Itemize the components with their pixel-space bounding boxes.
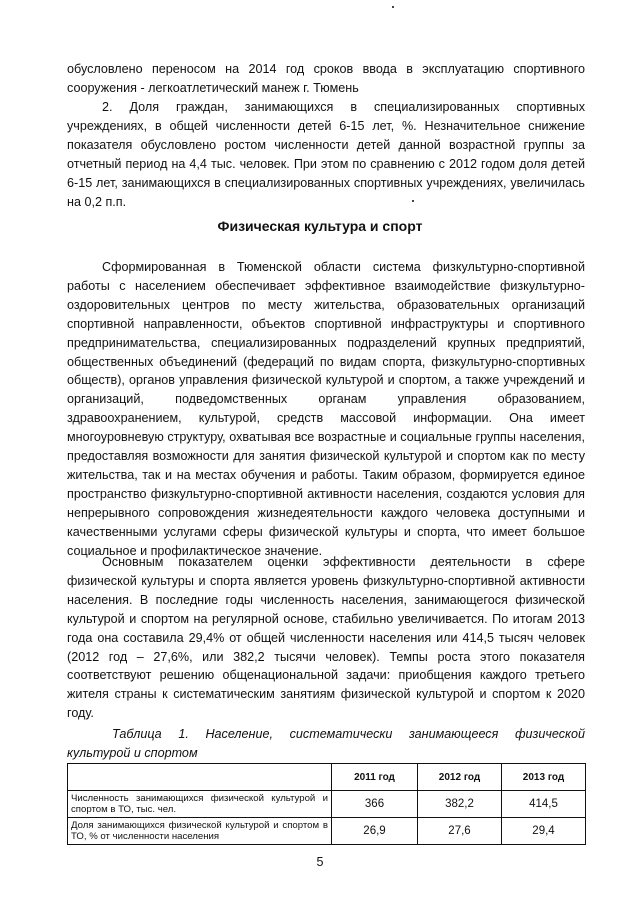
table-cell: 27,6 [418,818,502,845]
paragraph-4: Основным показателем оценки эффективности деятельности в сфере физической культуры и спорта является уровень физкультурно-спортивной активности населения. В последние годы численность населения, занимающегося физической культурой и спортом на регулярной основе, стабильно увеличивается. По итогам 2013 года она составила 29,4% от общей численности населения или 414,5 тысяч человек (2012 год – 27,6%, или 382,2 тысячи человек). Темпы роста этого показателя соответствуют решению общенациональной задачи: приобщения каждого третьего жителя страны к систематическим занятиям физической культурой и спортом к 2020 году. [67,555,585,721]
table-row-label: Численность занимающихся физической культурой и спортом в ТО, тыс. чел. [68,791,332,818]
paragraph-1: обусловлено переносом на 2014 год сроков ввода в эксплуатацию спортивного сооружения - легкоатлетический манеж г. Тюмень [67,62,585,95]
table-header-row [68,764,586,791]
table-cell: 26,9 [332,818,418,845]
table-caption-line1: Таблица 1. Население, систематически занимающееся физической [112,727,585,741]
population-table [67,763,586,845]
paragraph-3: Сформированная в Тюменской области система физкультурно-спортивной работы с населением обеспечивает эффективное взаимодействие физкультурно-оздоровительных центров по месту жительства, образовательных организаций спортивной направленности, объектов спортивной инфраструктуры и спортивного предпринимательства, специализированных подразделений крупных предприятий, общественных объединений (федераций по видам спорта, физкультурно-спортивных обществ), органов управления физической культурой и спортом, а также учреждений и организаций, подведомственных органам управления образованием, здравоохранением, культурой, средств массовой информации. Она имеет многоуровневую структуру, охватывая все возрастные и социальные группы населения, предоставляя возможности для занятия физической культурой и спортом как по месту жительства, так и на местах обучения и работы. Таким образом, формируется единое пространство физкультурно-спортивной активности населения, создаются условия для непрерывного сопровождения жизнедеятельности каждого человека доступными и качественными услугами сферы физической культуры и спорта, что имеет большое социальное и профилактическое значение. [67,260,585,558]
paragraph-2: 2. Доля граждан, занимающихся в специализированных спортивных учреждениях, в общей численности детей 6-15 лет, %. Незначительное снижение показателя обусловлено ростом численности детей данной возрастной группы за отчетный период на 4,4 тыс. человек. При этом по сравнению с 2012 годом доля детей 6-15 лет, занимающихся в специализированных спортивных учреждениях, увеличилась на 0,2 п.п. [67,100,585,209]
table-cell: 382,2 [418,791,502,818]
table-header-2013: 2013 год [502,764,586,791]
table-cell: 414,5 [502,791,586,818]
table-cell: 29,4 [502,818,586,845]
section-heading: Физическая культура и спорт [217,218,423,234]
table-header-empty [68,764,332,791]
table-row [68,818,586,845]
table-row [68,791,586,818]
table-row-label: Доля занимающихся физической культурой и спортом в ТО, % от численности населения [68,818,332,845]
table-cell: 366 [332,791,418,818]
scan-speck [392,6,394,8]
page-number: 5 [316,855,324,869]
table-caption-line2: культурой и спортом [67,745,198,760]
table-caption [67,725,585,763]
table-header-2012: 2012 год [418,764,502,791]
table-header-2011: 2011 год [332,764,418,791]
